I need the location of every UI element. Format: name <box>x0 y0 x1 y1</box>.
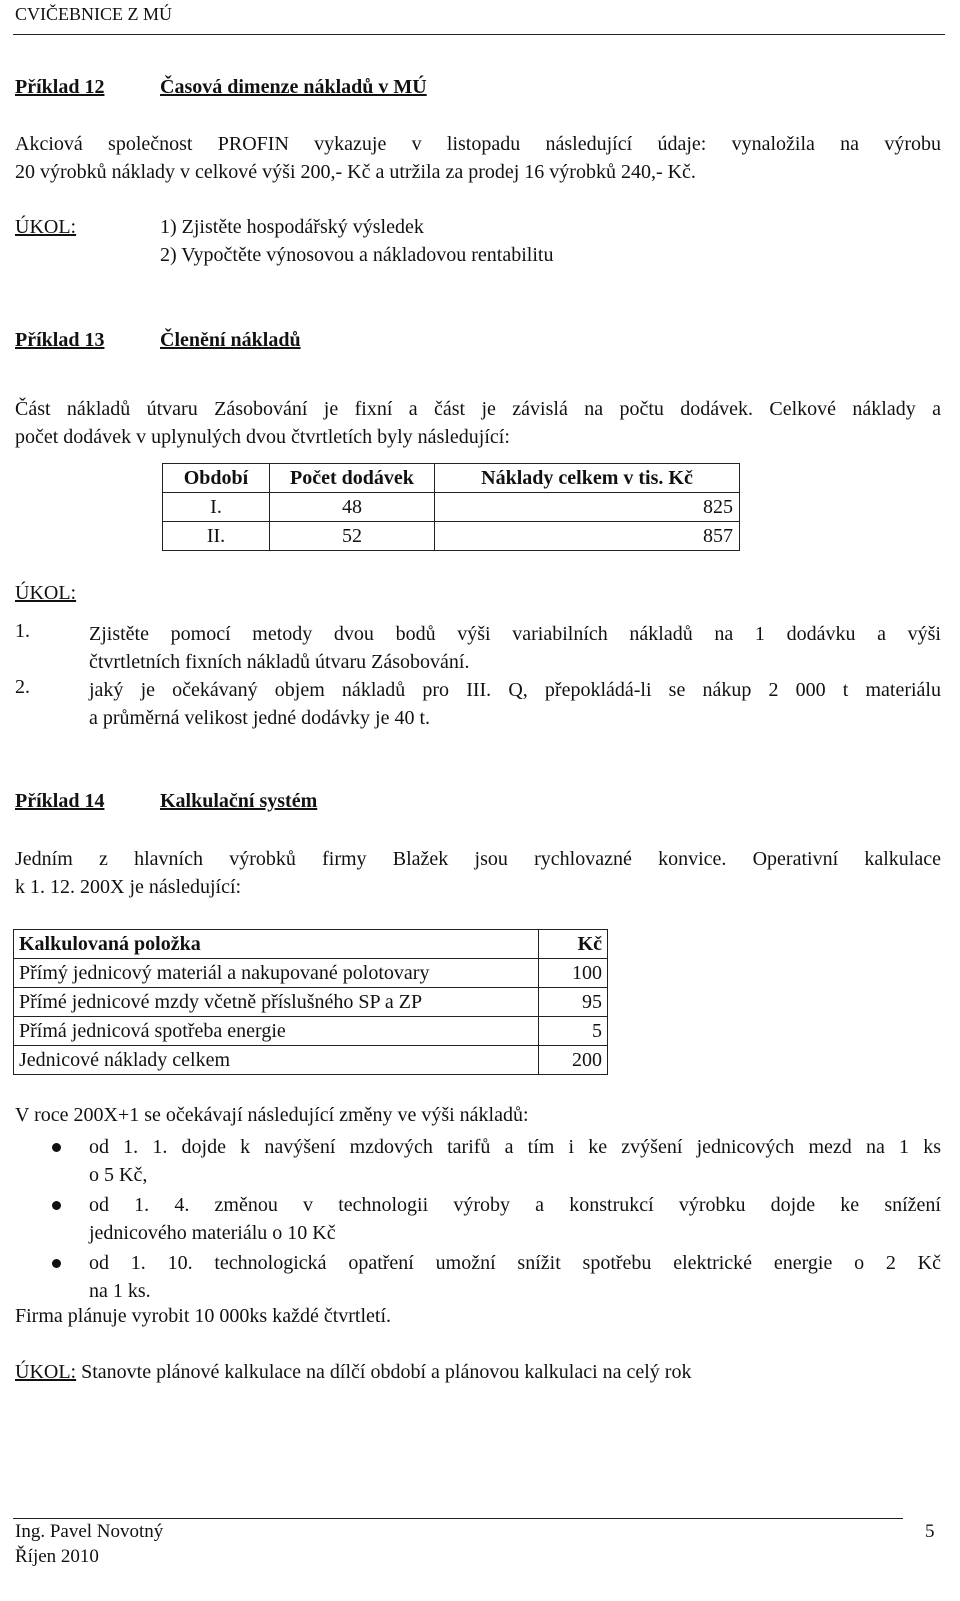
col-header-deliveries: Počet dodávek <box>270 464 435 493</box>
ex14-text <box>15 845 941 901</box>
task-text-line-2: a průměrná velikost jedné dodávky je 40 t. <box>89 707 431 729</box>
task-text <box>89 676 941 732</box>
ex12-task-1: 1) Zjistěte hospodářský výsledek <box>160 216 424 238</box>
list-item <box>15 676 941 732</box>
ex12-task-label: ÚKOL: <box>15 216 77 238</box>
changes-intro: V roce 200X+1 se očekávají následující změny ve výši nákladů: <box>15 1104 529 1126</box>
ex13-task-list <box>15 620 941 732</box>
bullet-text-line-1: od 1. 1. dojde k navýšení mzdových tarifů a tím i ke zvýšení jednicových mezd na 1 ks <box>89 1136 941 1158</box>
task-text-line-2: čtvrtletních fixních nákladů útvaru Zásobování. <box>89 651 470 673</box>
footer-date: Říjen 2010 <box>15 1546 99 1567</box>
bullet-text <box>89 1249 941 1305</box>
ex14-task <box>15 1361 691 1384</box>
ex14-title: Kalkulační systém <box>160 790 318 812</box>
ex12-title: Časová dimenze nákladů v MÚ <box>160 76 427 98</box>
ex12-text <box>15 130 941 186</box>
table-row <box>163 493 740 522</box>
table-row <box>14 1046 608 1075</box>
table-header-row <box>163 464 740 493</box>
bullet-text <box>89 1133 941 1189</box>
ex12-text-line-1: Akciová společnost PROFIN vykazuje v listopadu následující údaje: vynaložila na výrobu <box>15 133 941 155</box>
table-row <box>14 988 608 1017</box>
ex13-task-label: ÚKOL: <box>15 582 77 604</box>
cell-period: II. <box>163 522 270 551</box>
ex13-text <box>15 395 941 451</box>
bullet-icon <box>52 1201 61 1210</box>
list-item <box>15 620 941 676</box>
ex14-text-line-2: k 1. 12. 200X je následující: <box>15 876 242 898</box>
footer-rule <box>13 1518 903 1519</box>
task-number: 2. <box>15 676 30 698</box>
running-header: CVIČEBNICE Z MÚ <box>15 4 172 24</box>
cell-item: Přímá jednicová spotřeba energie <box>14 1017 539 1046</box>
list-item <box>0 1191 960 1249</box>
bullet-text-line-2: o 5 Kč, <box>89 1164 148 1186</box>
cell-item: Jednicové náklady celkem <box>14 1046 539 1075</box>
cell-period: I. <box>163 493 270 522</box>
ex14-task-text: Stanovte plánové kalkulace na dílčí období a plánovou kalkulaci na celý rok <box>76 1361 692 1383</box>
ex12-task-2: 2) Vypočtěte výnosovou a nákladovou rentabilitu <box>160 244 554 266</box>
ex14-number: Příklad 14 <box>15 790 105 812</box>
deliveries-table <box>162 463 740 551</box>
bullet-text <box>89 1191 941 1247</box>
cell-item: Přímé jednicové mzdy včetně příslušného SP a ZP <box>14 988 539 1017</box>
cell-costs: 857 <box>435 522 740 551</box>
table-row <box>14 1017 608 1046</box>
col-header-czk: Kč <box>539 930 608 959</box>
ex13-title: Členění nákladů <box>160 329 301 351</box>
table-header-row <box>14 930 608 959</box>
bullet-text-line-1: od 1. 10. technologická opatření umožní snížit spotřebu elektrické energie o 2 Kč <box>89 1252 941 1274</box>
task-text <box>89 620 941 676</box>
task-text-line-1: Zjistěte pomocí metody dvou bodů výši variabilních nákladů na 1 dodávku a výši <box>89 623 941 645</box>
cell-amount: 100 <box>539 959 608 988</box>
ex13-number: Příklad 13 <box>15 329 105 351</box>
ex13-text-line-2: počet dodávek v uplynulých dvou čtvrtletích byly následující: <box>15 426 510 448</box>
cell-item: Přímý jednicový materiál a nakupované polotovary <box>14 959 539 988</box>
cell-amount: 200 <box>539 1046 608 1075</box>
footer-author: Ing. Pavel Novotný <box>15 1521 164 1542</box>
col-header-costs: Náklady celkem v tis. Kč <box>435 464 740 493</box>
list-item <box>0 1249 960 1307</box>
cell-amount: 5 <box>539 1017 608 1046</box>
page-number: 5 <box>925 1521 935 1542</box>
calculation-table <box>13 929 608 1075</box>
ex14-text-line-1: Jedním z hlavních výrobků firmy Blažek jsou rychlovazné konvice. Operativní kalkulace <box>15 848 941 870</box>
production-plan: Firma plánuje vyrobit 10 000ks každé čtvrtletí. <box>15 1305 392 1327</box>
changes-list <box>0 1133 960 1307</box>
cell-deliveries: 48 <box>270 493 435 522</box>
task-number: 1. <box>15 620 30 642</box>
col-header-item: Kalkulovaná položka <box>14 930 539 959</box>
bullet-text-line-2: jednicového materiálu o 10 Kč <box>89 1222 336 1244</box>
cell-costs: 825 <box>435 493 740 522</box>
ex13-text-line-1: Část nákladů útvaru Zásobování je fixní a část je závislá na počtu dodávek. Celkové náklady a <box>15 398 941 420</box>
cell-amount: 95 <box>539 988 608 1017</box>
table-row <box>14 959 608 988</box>
table-row <box>163 522 740 551</box>
header-rule <box>13 34 945 35</box>
bullet-icon <box>52 1143 61 1152</box>
bullet-icon <box>52 1259 61 1268</box>
ex12-number: Příklad 12 <box>15 76 105 98</box>
bullet-text-line-1: od 1. 4. změnou v technologii výroby a konstrukcí výrobku dojde ke snížení <box>89 1194 941 1216</box>
ex12-text-line-2: 20 výrobků náklady v celkové výši 200,- Kč a utržila za prodej 16 výrobků 240,- Kč. <box>15 161 696 183</box>
col-header-period: Období <box>163 464 270 493</box>
bullet-text-line-2: na 1 ks. <box>89 1280 151 1302</box>
task-text-line-1: jaký je očekávaný objem nákladů pro III. Q, přepokládá-li se nákup 2 000 t materiálu <box>89 679 941 701</box>
ex14-task-label: ÚKOL: <box>15 1361 77 1383</box>
cell-deliveries: 52 <box>270 522 435 551</box>
list-item <box>0 1133 960 1191</box>
